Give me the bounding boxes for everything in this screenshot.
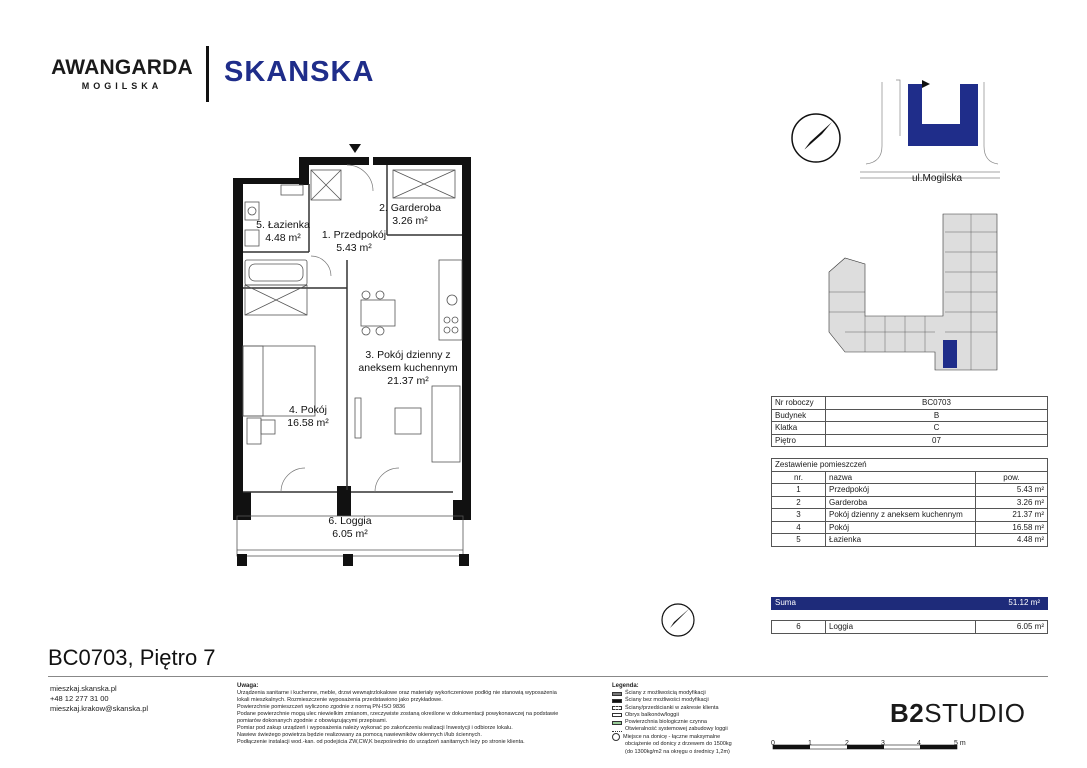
note-line: Powierzchnie pomieszczeń wyliczono zgodnie z normą PN-ISO 9836 bbox=[237, 704, 406, 710]
info-row bbox=[772, 409, 1048, 422]
label-room-2 bbox=[370, 202, 450, 228]
legend-swatch bbox=[612, 692, 622, 696]
table-row bbox=[772, 496, 1048, 509]
contact-email[interactable]: mieszkaj.krakow@skanska.pl bbox=[50, 704, 149, 713]
legend-item bbox=[612, 726, 762, 733]
project-subname: MOGILSKA bbox=[81, 81, 163, 91]
cell-nazwa: Pokój bbox=[826, 521, 976, 534]
project-name: AWANGARDA bbox=[51, 56, 193, 79]
cell-pow: 16.58 m² bbox=[976, 521, 1048, 534]
room-1-name: 1. Przedpokój bbox=[321, 229, 387, 241]
legend-item bbox=[612, 705, 762, 712]
b2-text: B2 bbox=[890, 698, 925, 728]
entrance-arrow-icon bbox=[349, 144, 361, 153]
note-line: pomiarów dokonanych zgodnie z obowiązującymi przepisami. bbox=[237, 718, 388, 724]
rooms-table-title-row bbox=[772, 459, 1048, 472]
svg-text:N: N bbox=[668, 627, 674, 634]
table-row bbox=[772, 521, 1048, 534]
legend-swatch bbox=[612, 713, 622, 717]
legend-item bbox=[612, 712, 762, 719]
cell-nr: 4 bbox=[772, 521, 826, 534]
legend-text: Obrys balkonów/loggii bbox=[625, 711, 679, 718]
note-line: Podane powierzchnie mogą ulec niewielkim zmianom, rzeczywiste zostaną określone w dokumentacji powykonawczej na podstawie bbox=[237, 711, 559, 717]
suma-value: 51.12 m² bbox=[1008, 598, 1040, 607]
legend-text: Ściany z możliwością modyfikacji bbox=[625, 690, 706, 697]
rooms-table-header bbox=[772, 471, 1048, 484]
room-5-name: 5. Łazienka bbox=[256, 219, 310, 231]
room-6-name: 6. Loggia bbox=[328, 515, 372, 527]
header-pow: pow. bbox=[976, 471, 1048, 484]
room-4-name: 4. Pokój bbox=[289, 404, 327, 416]
room-1-area: 5.43 m² bbox=[336, 242, 372, 254]
site-key-plan bbox=[860, 76, 1000, 186]
rooms-table bbox=[771, 458, 1048, 547]
legend-text: obciążenie od donicy z drzewem do 1500kg bbox=[625, 741, 732, 748]
scale-tick: 4 bbox=[917, 740, 921, 747]
info-label: Klatka bbox=[772, 422, 826, 435]
legend-item bbox=[612, 697, 762, 704]
scale-tick: 5 m bbox=[954, 740, 966, 747]
scale-tick: 2 bbox=[845, 740, 849, 747]
info-row bbox=[772, 397, 1048, 410]
label-room-3 bbox=[348, 349, 468, 388]
logo-divider bbox=[206, 46, 209, 102]
cell-nazwa: Garderoba bbox=[826, 496, 976, 509]
legend-swatch bbox=[612, 733, 620, 741]
legend-text: Otwieralność systemowej zabudowy loggii bbox=[625, 726, 728, 733]
legend-text: Powierzchnia biologicznie czynna bbox=[625, 719, 707, 726]
info-table bbox=[771, 396, 1048, 447]
header-nazwa: nazwa bbox=[826, 471, 976, 484]
legend-text: Ściany bez możliwości modyfikacji bbox=[625, 697, 709, 704]
cell-pow: 3.26 m² bbox=[976, 496, 1048, 509]
legend-text: Miejsce na donicę - łączne maksymalne bbox=[623, 733, 721, 740]
skanska-logo: SKANSKA bbox=[224, 56, 375, 88]
cell-nr: 2 bbox=[772, 496, 826, 509]
info-value: C bbox=[826, 422, 1048, 435]
header-nr: nr. bbox=[772, 471, 826, 484]
note-line: Nawiew świeżego powietrza będzie realizowany za pomocą nawiewników okiennych i/lub ściennych. bbox=[237, 732, 482, 738]
divider-line bbox=[48, 676, 1048, 677]
scale-tick: 0 bbox=[771, 740, 775, 747]
legend-swatch bbox=[612, 721, 622, 725]
table-row bbox=[772, 621, 1048, 634]
contact-phone[interactable]: +48 12 277 31 00 bbox=[50, 694, 109, 703]
note-line: Pomiar pod zakup urządzeń i wyposażenia należy wykonać po zakończeniu realizacji Inwestycji i odbiorze lokalu. bbox=[237, 725, 513, 731]
cell-nazwa: Pokój dzienny z aneksem kuchennym bbox=[826, 509, 976, 522]
notes-heading: Uwaga: bbox=[237, 683, 259, 689]
suma-bar bbox=[771, 597, 1048, 610]
cell-pow: 6.05 m² bbox=[976, 621, 1048, 634]
compass-icon bbox=[790, 112, 842, 164]
compass-small-icon bbox=[660, 602, 696, 638]
building-floor-thumbnail bbox=[825, 212, 1005, 372]
cell-pow: 21.37 m² bbox=[976, 509, 1048, 522]
awangarda-logo bbox=[48, 56, 196, 92]
note-line: Podłączenie instalacji wod.-kan. od podejścia ZW,CW,K bezpośrednio do urządzeń sanitarnych leży po stronie klienta. bbox=[237, 739, 525, 745]
legend-item bbox=[612, 733, 762, 741]
scale-tick: 3 bbox=[881, 740, 885, 747]
info-value: BC0703 bbox=[826, 397, 1048, 410]
highlighted-apartment bbox=[943, 340, 957, 368]
label-room-1 bbox=[318, 229, 390, 255]
cell-nr: 3 bbox=[772, 509, 826, 522]
room-3-area: 21.37 m² bbox=[387, 375, 429, 387]
legend-block bbox=[612, 683, 762, 756]
info-label: Piętro bbox=[772, 434, 826, 447]
room-2-name: 2. Garderoba bbox=[379, 202, 441, 214]
cell-nr: 6 bbox=[772, 621, 826, 634]
street-name: ul.Mogilska bbox=[912, 173, 963, 184]
cell-pow: 5.43 m² bbox=[976, 484, 1048, 497]
room-4-area: 16.58 m² bbox=[287, 417, 329, 429]
site-arrow-icon bbox=[922, 80, 930, 88]
legend-heading: Legenda: bbox=[612, 683, 639, 689]
note-line: Urządzenia sanitarne i kuchenne, meble, drzwi wewnątrzlokalowe oraz materiały wykończeniowe podłóg nie stanowią wyposażenia bbox=[237, 690, 557, 696]
legend-swatch bbox=[612, 706, 622, 710]
label-room-5 bbox=[238, 219, 328, 245]
studio-text: STUDIO bbox=[924, 698, 1026, 728]
scale-bar bbox=[770, 744, 970, 752]
label-room-6 bbox=[314, 515, 386, 541]
scale-tick: 1 bbox=[808, 740, 812, 747]
cell-nr: 1 bbox=[772, 484, 826, 497]
cell-nazwa: Łazienka bbox=[826, 534, 976, 547]
legend-text: Ściany/przedścianki w zakresie klienta bbox=[625, 704, 719, 711]
legend-swatch bbox=[612, 699, 622, 703]
cell-nazwa: Przedpokój bbox=[826, 484, 976, 497]
room-5-area: 4.48 m² bbox=[265, 232, 301, 244]
contact-web[interactable]: mieszkaj.skanska.pl bbox=[50, 684, 117, 693]
cell-nazwa: Loggia bbox=[826, 621, 976, 634]
info-label: Nr roboczy bbox=[772, 397, 826, 410]
room-2-area: 3.26 m² bbox=[392, 215, 428, 227]
table-row bbox=[772, 484, 1048, 497]
suma-label: Suma bbox=[775, 598, 796, 607]
info-row bbox=[772, 422, 1048, 435]
b2studio-logo bbox=[890, 698, 1025, 729]
legend-item bbox=[612, 719, 762, 726]
table-row bbox=[772, 534, 1048, 547]
room-3-name-line2: aneksem kuchennym bbox=[358, 362, 458, 374]
note-line: lokali mieszkalnych. Rozmieszczenie wyposażenia przedstawiono jako przykładowe. bbox=[237, 697, 443, 703]
info-value: 07 bbox=[826, 434, 1048, 447]
notes-block bbox=[237, 683, 577, 746]
room-3-name-line1: 3. Pokój dzienny z bbox=[365, 349, 451, 361]
apartment-title: BC0703, Piętro 7 bbox=[48, 645, 216, 670]
legend-text: (do 1300kg/m2 na okręgu o średnicy 1,2m) bbox=[625, 748, 730, 755]
room-6-area: 6.05 m² bbox=[332, 528, 368, 540]
rooms-table-title: Zestawienie pomieszczeń bbox=[772, 459, 1048, 472]
info-value: B bbox=[826, 409, 1048, 422]
cell-nr: 5 bbox=[772, 534, 826, 547]
table-row bbox=[772, 509, 1048, 522]
info-row bbox=[772, 434, 1048, 447]
cell-pow: 4.48 m² bbox=[976, 534, 1048, 547]
label-room-4 bbox=[272, 404, 344, 430]
info-label: Budynek bbox=[772, 409, 826, 422]
svg-text:N: N bbox=[802, 146, 809, 156]
legend-swatch bbox=[612, 728, 622, 732]
loggia-table bbox=[771, 620, 1048, 634]
